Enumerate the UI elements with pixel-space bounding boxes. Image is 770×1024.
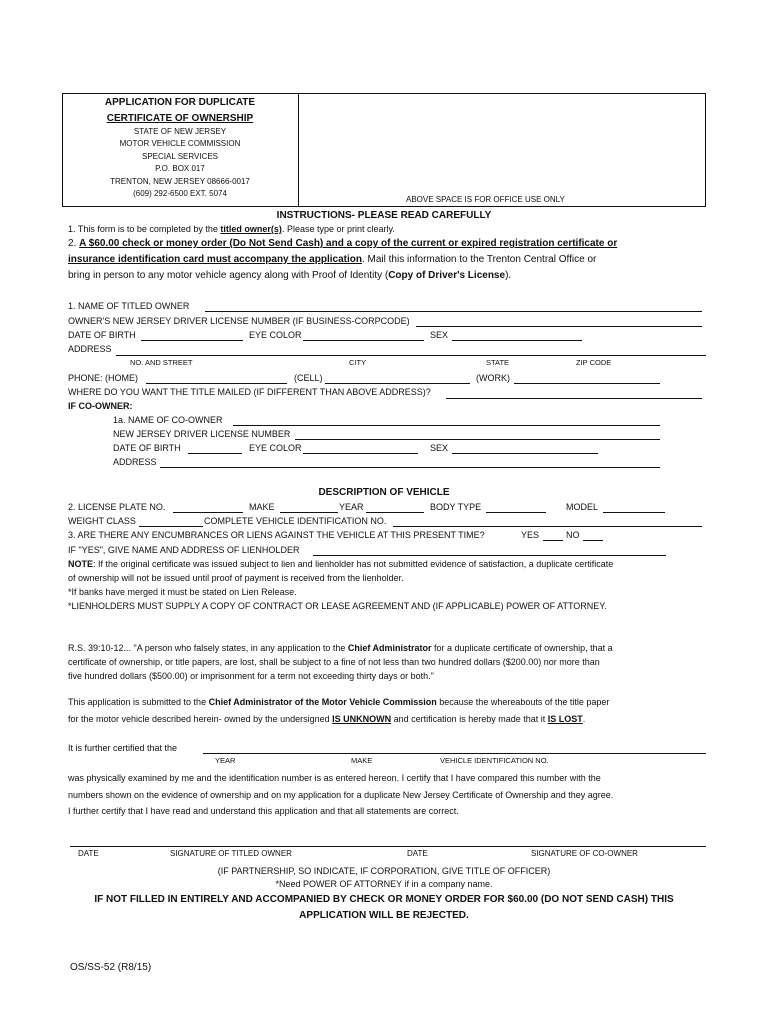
weight-class-label: WEIGHT CLASS <box>68 516 136 526</box>
signature-line[interactable] <box>70 846 706 847</box>
form-title-line1: APPLICATION FOR DUPLICATE <box>104 97 256 108</box>
exam-line1: was physically examined by me and the identification number is as entered hereon. I certify that I have compared this number with the <box>68 773 601 783</box>
exam-line2: numbers shown on the evidence of ownership and on my application for a duplicate New Jersey Certificate of Ownership and they agree. <box>68 790 614 800</box>
agency-commission: MOTOR VEHICLE COMMISSION <box>119 139 241 148</box>
cert-vin-caption: VEHICLE IDENTIFICATION NO. <box>440 756 549 765</box>
cert-year-caption: YEAR <box>215 756 236 765</box>
exam-line3: I further certify that I have read and understand this application and that all statements are correct. <box>68 806 459 816</box>
coowner-dob-field[interactable] <box>188 453 242 454</box>
note-line1: NOTE: If the original certificate was issued subject to lien and lienholder has not submitted evidence of satisfaction, a duplicate certificate <box>68 559 614 569</box>
coowner-eye-field[interactable] <box>303 453 418 454</box>
vin-label: COMPLETE VEHICLE IDENTIFICATION NO. <box>204 516 387 526</box>
owner-license-field[interactable] <box>416 326 702 327</box>
agency-pobox: P.O. BOX 017 <box>155 164 205 173</box>
agency-division: SPECIAL SERVICES <box>141 152 219 161</box>
year-label: YEAR <box>339 502 364 512</box>
form-number: OS/SS-52 (R8/15) <box>70 962 152 973</box>
owner-dob-field[interactable] <box>141 340 243 341</box>
plate-field[interactable] <box>173 512 243 513</box>
liens-yes-label: YES <box>521 530 540 540</box>
phone-cell-field[interactable] <box>325 383 470 384</box>
rejection-warning-line1: IF NOT FILLED IN ENTIRELY AND ACCOMPANIED BY CHECK OR MONEY ORDER FOR $60.00 (DO NOT SEND CASH) THIS <box>94 894 674 905</box>
weight-class-field[interactable] <box>139 526 203 527</box>
liens-question: 3. ARE THERE ANY ENCUMBRANCES OR LIENS AGAINST THE VEHICLE AT THIS PRESENT TIME? <box>68 530 485 540</box>
statute-line1: R.S. 39:10-12... "A person who falsely states, in any application to the Chief Administrator for a duplicate certificate of ownership, that a <box>68 643 613 653</box>
note-line2: of ownership will not be issued until proof of payment is received from the lienholder. <box>68 573 404 583</box>
coowner-sex-field[interactable] <box>452 453 598 454</box>
owner-address-field[interactable] <box>116 355 706 356</box>
owner-sex-label: SEX <box>430 330 449 340</box>
owner-eye-field[interactable] <box>303 340 424 341</box>
year-field[interactable] <box>366 512 424 513</box>
certification-vehicle-field[interactable] <box>203 753 706 754</box>
model-field[interactable] <box>603 512 665 513</box>
certification-label: It is further certified that the <box>68 743 178 753</box>
instruction-2: 2. A $60.00 check or money order (Do Not Send Cash) and a copy of the current or expired registration certificate or <box>68 238 618 249</box>
coowner-sex-label: SEX <box>430 443 449 453</box>
rejection-warning-line2: APPLICATION WILL BE REJECTED. <box>299 910 469 921</box>
date1-caption: DATE <box>78 849 99 858</box>
lienholder-field[interactable] <box>313 555 666 556</box>
addr-city-caption: CITY <box>349 358 367 367</box>
statute-line3: five hundred dollars ($500.00) or imprisonment for a term not exceeding thirty days or both." <box>68 671 434 681</box>
addr-zip-caption: ZIP CODE <box>576 358 612 367</box>
date2-caption: DATE <box>407 849 428 858</box>
form-title-line2: CERTIFICATE OF OWNERSHIP <box>106 113 254 124</box>
instruction-4: bring in person to any motor vehicle agency along with Proof of Identity (Copy of Driver's License). <box>68 270 512 281</box>
make-field[interactable] <box>280 512 338 513</box>
poa-note: *Need POWER OF ATTORNEY if in a company name. <box>275 879 493 889</box>
owner-eye-label: EYE COLOR <box>249 330 302 340</box>
cert-make-caption: MAKE <box>351 756 373 765</box>
coowner-address-field[interactable] <box>160 467 660 468</box>
partnership-note: (IF PARTNERSHIP, SO INDICATE, IF CORPORATION, GIVE TITLE OF OFFICER) <box>217 866 551 876</box>
coowner-name-field[interactable] <box>233 425 660 426</box>
coowner-address-label: ADDRESS <box>113 457 157 467</box>
make-label: MAKE <box>249 502 275 512</box>
model-label: MODEL <box>566 502 599 512</box>
submission-line2: for the motor vehicle described herein- owned by the undersigned IS UNKNOWN and certification is hereby made that it IS LOST. <box>68 714 586 724</box>
agency-state: STATE OF NEW JERSEY <box>133 127 227 136</box>
owner-address-label: ADDRESS <box>68 344 112 354</box>
owner-license-label: OWNER'S NEW JERSEY DRIVER LICENSE NUMBER (IF BUSINESS-CORPCODE) <box>68 316 410 326</box>
vehicle-heading: DESCRIPTION OF VEHICLE <box>318 487 450 498</box>
coowner-license-label: NEW JERSEY DRIVER LICENSE NUMBER <box>113 429 291 439</box>
body-type-label: BODY TYPE <box>430 502 482 512</box>
instruction-1: 1. This form is to be completed by the titled owner(s). Please type or print clearly. <box>68 224 395 234</box>
phone-cell-label: (CELL) <box>294 373 323 383</box>
instruction-3: insurance identification card must accompany the application. Mail this information to the Trenton Central Office or <box>68 254 597 265</box>
phone-home-field[interactable] <box>146 383 287 384</box>
coowner-heading: IF CO-OWNER: <box>68 401 133 411</box>
mail-address-field[interactable] <box>446 398 702 399</box>
vin-field[interactable] <box>393 526 702 527</box>
coowner-license-field[interactable] <box>295 439 660 440</box>
coowner-name-label: 1a. NAME OF CO-OWNER <box>113 415 223 425</box>
instructions-heading: INSTRUCTIONS- PLEASE READ CAREFULLY <box>276 210 492 221</box>
statute-line2: certificate of ownership, or title papers, are lost, shall be subject to a fine of not less than two hundred dollars ($200.00) nor more than <box>68 657 600 667</box>
phone-work-label: (WORK) <box>476 373 510 383</box>
note-line3: *If banks have merged it must be stated on Lien Release. <box>68 587 297 597</box>
agency-city: TRENTON, NEW JERSEY 08666-0017 <box>110 177 250 186</box>
addr-state-caption: STATE <box>486 358 510 367</box>
coowner-eye-label: EYE COLOR <box>249 443 302 453</box>
plate-label: 2. LICENSE PLATE NO. <box>68 502 166 512</box>
owner-sex-field[interactable] <box>452 340 582 341</box>
lienholder-label: IF "YES", GIVE NAME AND ADDRESS OF LIENHOLDER <box>68 545 300 555</box>
liens-yes-field[interactable] <box>543 540 563 541</box>
owner-name-label: 1. NAME OF TITLED OWNER <box>68 301 190 311</box>
phone-work-field[interactable] <box>514 383 660 384</box>
sig-coowner-caption: SIGNATURE OF CO-OWNER <box>531 849 638 858</box>
submission-line1: This application is submitted to the Chief Administrator of the Motor Vehicle Commission because the whereabouts of the title paper <box>68 697 610 707</box>
agency-phone: (609) 292-6500 EXT. 5074 <box>133 189 227 198</box>
liens-no-field[interactable] <box>583 540 603 541</box>
note-line4: *LIENHOLDERS MUST SUPPLY A COPY OF CONTRACT OR LEASE AGREEMENT AND (IF APPLICABLE) POWER OF ATTORNEY. <box>68 601 607 611</box>
header-divider <box>298 93 299 207</box>
owner-dob-label: DATE OF BIRTH <box>68 330 136 340</box>
phone-home-label: PHONE: (HOME) <box>68 373 139 383</box>
addr-street-caption: NO. AND STREET <box>130 358 193 367</box>
mail-address-label: WHERE DO YOU WANT THE TITLE MAILED (IF DIFFERENT THAN ABOVE ADDRESS)? <box>68 387 431 397</box>
body-type-field[interactable] <box>486 512 546 513</box>
liens-no-label: NO <box>566 530 580 540</box>
office-use-note: ABOVE SPACE IS FOR OFFICE USE ONLY <box>406 195 565 204</box>
coowner-dob-label: DATE OF BIRTH <box>113 443 181 453</box>
owner-name-field[interactable] <box>205 311 702 312</box>
sig-owner-caption: SIGNATURE OF TITLED OWNER <box>170 849 292 858</box>
